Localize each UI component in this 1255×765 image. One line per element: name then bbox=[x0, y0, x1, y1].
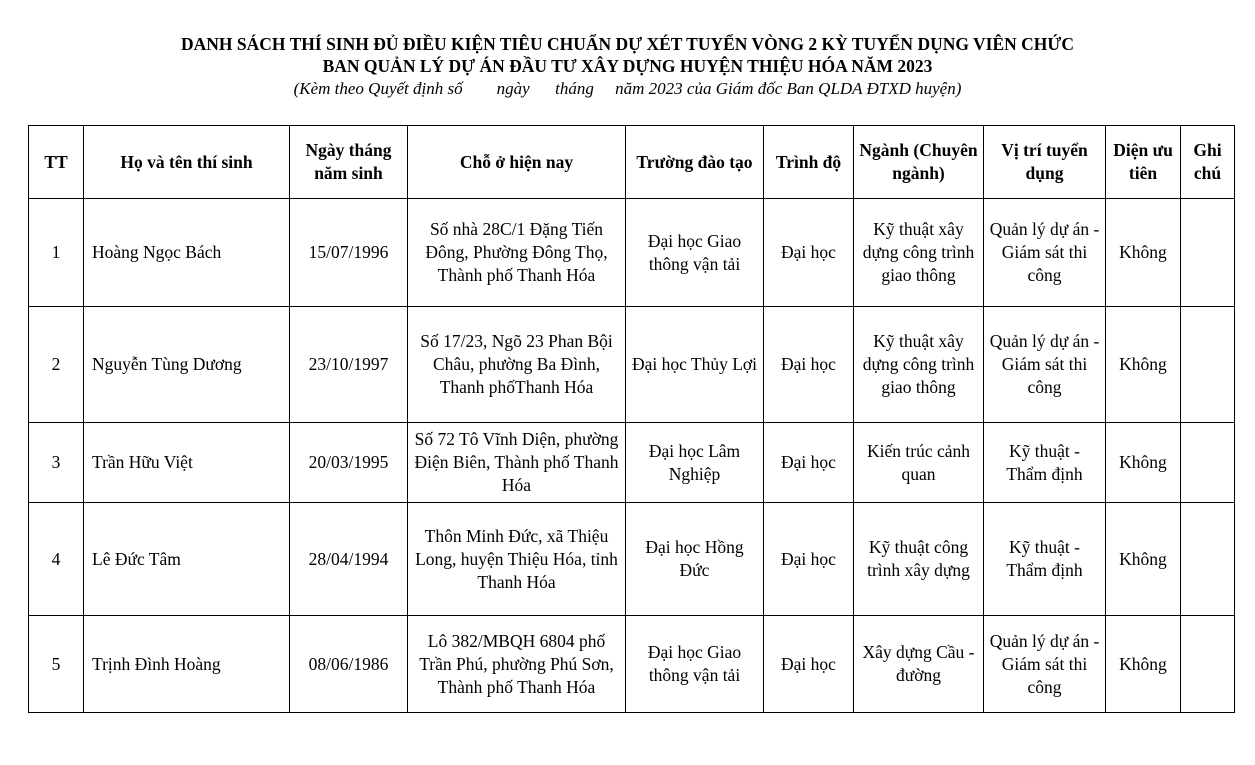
cell-dob: 23/10/1997 bbox=[290, 307, 408, 423]
cell-priority: Không bbox=[1106, 423, 1181, 503]
cell-major: Xây dựng Cầu - đường bbox=[854, 616, 984, 713]
cell-position: Kỹ thuật - Thẩm định bbox=[984, 423, 1106, 503]
cell-tt: 4 bbox=[29, 503, 84, 616]
cell-tt: 1 bbox=[29, 199, 84, 307]
cell-name: Trịnh Đình Hoàng bbox=[84, 616, 290, 713]
cell-school: Đại học Giao thông vận tải bbox=[626, 199, 764, 307]
column-header-position: Vị trí tuyển dụng bbox=[984, 126, 1106, 199]
cell-school: Đại học Hồng Đức bbox=[626, 503, 764, 616]
cell-address: Số 17/23, Ngõ 23 Phan Bội Châu, phường Ba Đình, Thanh phốThanh Hóa bbox=[408, 307, 626, 423]
table-row bbox=[29, 307, 1235, 423]
cell-level: Đại học bbox=[764, 307, 854, 423]
cell-school: Đại học Giao thông vận tải bbox=[626, 616, 764, 713]
cell-level: Đại học bbox=[764, 199, 854, 307]
cell-major: Kỹ thuật xây dựng công trình giao thông bbox=[854, 307, 984, 423]
cell-level: Đại học bbox=[764, 616, 854, 713]
document-title-line-2: BAN QUẢN LÝ DỰ ÁN ĐẦU TƯ XÂY DỰNG HUYỆN THIỆU HÓA NĂM 2023 bbox=[322, 56, 933, 76]
cell-address: Thôn Minh Đức, xã Thiệu Long, huyện Thiệu Hóa, tỉnh Thanh Hóa bbox=[408, 503, 626, 616]
cell-note bbox=[1181, 616, 1235, 713]
column-header-major: Ngành (Chuyên ngành) bbox=[854, 126, 984, 199]
cell-dob: 15/07/1996 bbox=[290, 199, 408, 307]
cell-priority: Không bbox=[1106, 307, 1181, 423]
cell-dob: 20/03/1995 bbox=[290, 423, 408, 503]
cell-major: Kỹ thuật công trình xây dựng bbox=[854, 503, 984, 616]
cell-major: Kỹ thuật xây dựng công trình giao thông bbox=[854, 199, 984, 307]
cell-name: Trần Hữu Việt bbox=[84, 423, 290, 503]
cell-tt: 5 bbox=[29, 616, 84, 713]
cell-position: Kỹ thuật - Thẩm định bbox=[984, 503, 1106, 616]
cell-position: Quản lý dự án - Giám sát thi công bbox=[984, 307, 1106, 423]
cell-address: Lô 382/MBQH 6804 phố Trần Phú, phường Phú Sơn, Thành phố Thanh Hóa bbox=[408, 616, 626, 713]
cell-note bbox=[1181, 307, 1235, 423]
cell-major: Kiến trúc cảnh quan bbox=[854, 423, 984, 503]
cell-school: Đại học Lâm Nghiệp bbox=[626, 423, 764, 503]
table-row bbox=[29, 423, 1235, 503]
column-header-name: Họ và tên thí sinh bbox=[84, 126, 290, 199]
cell-priority: Không bbox=[1106, 616, 1181, 713]
table-row bbox=[29, 199, 1235, 307]
cell-name: Nguyễn Tùng Dương bbox=[84, 307, 290, 423]
cell-level: Đại học bbox=[764, 423, 854, 503]
column-header-dob: Ngày tháng năm sinh bbox=[290, 126, 408, 199]
cell-level: Đại học bbox=[764, 503, 854, 616]
document-subtitle: (Kèm theo Quyết định số ngày tháng năm 2023 của Giám đốc Ban QLDA ĐTXD huyện) bbox=[293, 79, 962, 98]
cell-note bbox=[1181, 423, 1235, 503]
cell-address: Số nhà 28C/1 Đặng Tiến Đông, Phường Đông Thọ, Thành phố Thanh Hóa bbox=[408, 199, 626, 307]
table-row bbox=[29, 616, 1235, 713]
column-header-level: Trình độ bbox=[764, 126, 854, 199]
cell-position: Quản lý dự án - Giám sát thi công bbox=[984, 616, 1106, 713]
column-header-tt: TT bbox=[29, 126, 84, 199]
column-header-note: Ghi chú bbox=[1181, 126, 1235, 199]
table-row bbox=[29, 503, 1235, 616]
cell-note bbox=[1181, 503, 1235, 616]
document-title-line-1: DANH SÁCH THÍ SINH ĐỦ ĐIỀU KIỆN TIÊU CHUẨN DỰ XÉT TUYỂN VÒNG 2 KỲ TUYỂN DỤNG VIÊN CHỨC bbox=[181, 34, 1074, 54]
cell-priority: Không bbox=[1106, 503, 1181, 616]
cell-priority: Không bbox=[1106, 199, 1181, 307]
cell-school: Đại học Thủy Lợi bbox=[626, 307, 764, 423]
cell-tt: 2 bbox=[29, 307, 84, 423]
table-header-row bbox=[29, 126, 1235, 199]
cell-note bbox=[1181, 199, 1235, 307]
candidate-table bbox=[28, 125, 1235, 713]
cell-name: Hoàng Ngọc Bách bbox=[84, 199, 290, 307]
column-header-priority: Diện ưu tiên bbox=[1106, 126, 1181, 199]
cell-name: Lê Đức Tâm bbox=[84, 503, 290, 616]
cell-tt: 3 bbox=[29, 423, 84, 503]
cell-dob: 28/04/1994 bbox=[290, 503, 408, 616]
column-header-address: Chỗ ở hiện nay bbox=[408, 126, 626, 199]
cell-address: Số 72 Tô Vĩnh Diện, phường Điện Biên, Thành phố Thanh Hóa bbox=[408, 423, 626, 503]
cell-dob: 08/06/1986 bbox=[290, 616, 408, 713]
cell-position: Quản lý dự án - Giám sát thi công bbox=[984, 199, 1106, 307]
column-header-school: Trường đào tạo bbox=[626, 126, 764, 199]
